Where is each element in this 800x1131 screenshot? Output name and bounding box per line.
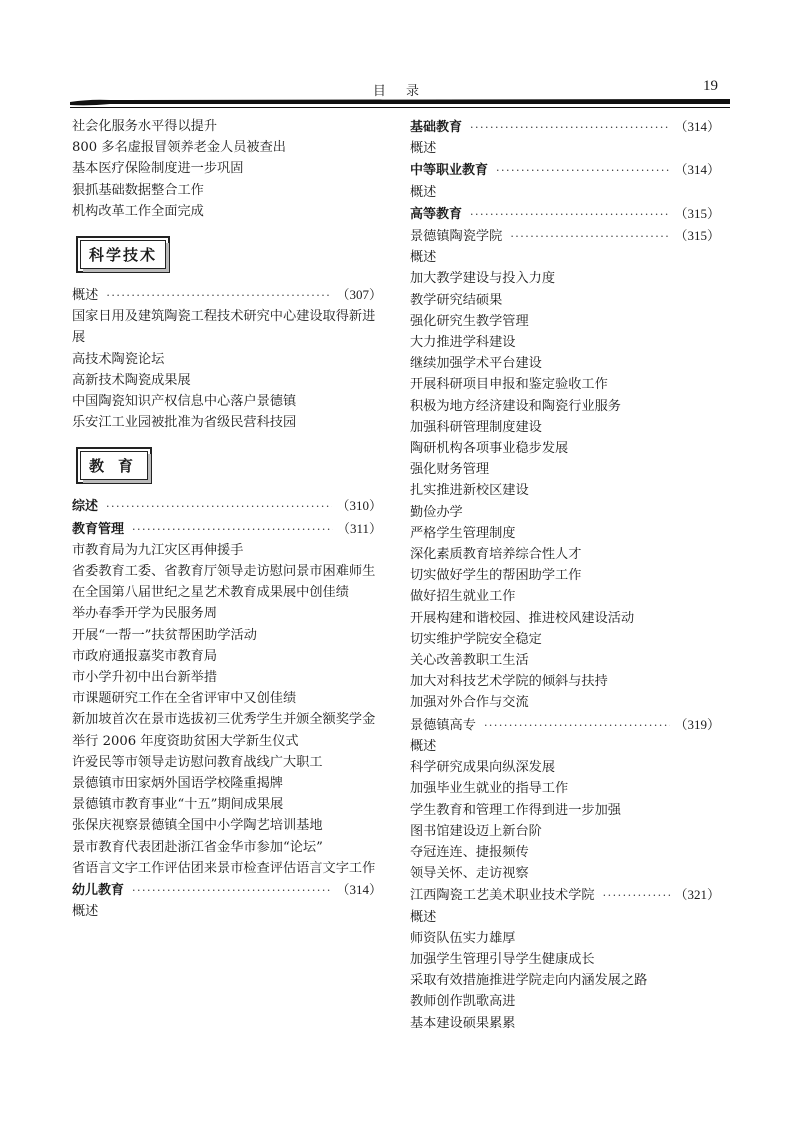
- toc-item[interactable]: [72, 391, 382, 412]
- toc-entry-title: 狠抓基础数据整合工作: [72, 182, 204, 198]
- toc-entry-title: 基础教育: [410, 120, 463, 135]
- toc-entry-title: 社会化服务水平得以提升: [72, 119, 218, 134]
- toc-item[interactable]: [72, 731, 382, 752]
- toc-item[interactable]: [72, 370, 382, 391]
- toc-item[interactable]: [410, 311, 720, 332]
- dot-leader: [106, 285, 332, 306]
- toc-entry-title: 关心改善教职工生活: [410, 653, 529, 669]
- toc-entry-title: 加大对科技艺术学院的倾斜与扶持: [410, 674, 608, 690]
- toc-item[interactable]: [410, 438, 720, 459]
- toc-entry-title: 中等职业教育: [410, 163, 489, 179]
- toc-item[interactable]: [410, 949, 720, 970]
- toc-page-number: （307）: [336, 287, 382, 303]
- dot-leader: [510, 226, 670, 247]
- toc-item[interactable]: [72, 116, 382, 137]
- dot-leader: [484, 715, 671, 736]
- toc-entry-title: 市教育局为九江灾区再伸援手: [72, 542, 244, 558]
- toc-page-number: （311）: [336, 520, 382, 536]
- toc-item[interactable]: [410, 332, 720, 353]
- toc-item[interactable]: [72, 582, 382, 603]
- toc-entry-title: 开展科研项目申报和鉴定验收工作: [410, 377, 608, 393]
- right-column: [410, 116, 720, 1034]
- toc-item[interactable]: [410, 396, 720, 417]
- toc-entry-title: 概述: [72, 904, 99, 920]
- toc-page-number: （315）: [674, 205, 720, 221]
- toc-entry-title: 综述: [72, 499, 99, 515]
- toc-entry-title: 继续加强学术平台建设: [410, 356, 542, 372]
- toc-item[interactable]: [72, 306, 382, 348]
- toc-item[interactable]: [410, 736, 720, 757]
- toc-entry-title: 教学研究结硕果: [410, 292, 503, 308]
- toc-entry-title: 加强对外合作与交流: [410, 695, 529, 711]
- toc-entry-title: 切实维护学院安全稳定: [410, 631, 542, 647]
- toc-entry-title: 教育管理: [72, 521, 125, 537]
- toc-item[interactable]: [410, 821, 720, 842]
- toc-item[interactable]: [410, 842, 720, 863]
- toc-item[interactable]: [410, 182, 720, 203]
- toc-item[interactable]: [410, 1013, 720, 1034]
- toc-entry-title: 景德镇高专: [410, 717, 476, 733]
- toc-entry-title: 师资队伍实力雄厚: [410, 930, 516, 946]
- toc-item[interactable]: [72, 709, 382, 730]
- toc-entry-title: 中国陶瓷知识产权信息中心落户景德镇: [72, 394, 297, 410]
- toc-item[interactable]: [410, 757, 720, 778]
- toc-item[interactable]: [72, 349, 382, 370]
- header-title: 目 录: [372, 84, 428, 99]
- toc-entry-title: 概述: [410, 184, 437, 200]
- toc-item[interactable]: [72, 540, 382, 561]
- toc-entry-title: 概述: [410, 909, 437, 925]
- toc-entry-title: 开展“一帮一”扶贫帮困助学活动: [72, 627, 257, 643]
- dot-leader: [496, 160, 670, 181]
- toc-entry-title: 举行 2006 年度资助贫困大学新生仪式: [72, 733, 299, 749]
- toc-item[interactable]: [410, 417, 720, 438]
- toc-entry-title: 严格学生管理制度: [410, 525, 516, 541]
- toc-page-number: （314）: [674, 119, 720, 134]
- toc-item[interactable]: [72, 752, 382, 773]
- toc-entry-title: 加强学生管理引导学生健康成长: [410, 951, 595, 967]
- toc-entry-title: 市课题研究工作在全省评审中又创佳绩: [72, 691, 297, 707]
- toc-item[interactable]: [410, 480, 720, 501]
- toc-item[interactable]: [410, 650, 720, 671]
- toc-entry-title: 国家日用及建筑陶瓷工程技术研究中心建设取得新进展: [72, 309, 376, 346]
- toc-category-entry[interactable]: [410, 203, 720, 225]
- toc-entry-title: 强化研究生教学管理: [410, 313, 529, 329]
- section-heading-label: 教育: [80, 451, 148, 480]
- toc-category-entry[interactable]: [72, 518, 382, 540]
- toc-item[interactable]: [410, 544, 720, 565]
- toc-entry-title: 基本医疗保险制度进一步巩固: [72, 161, 244, 177]
- toc-item[interactable]: [72, 667, 382, 688]
- section-heading: [72, 433, 382, 495]
- toc-item[interactable]: [410, 138, 720, 159]
- toc-page-number: （315）: [674, 228, 720, 244]
- toc-entry-title: 基本建设硕果累累: [410, 1015, 516, 1031]
- toc-item[interactable]: [410, 863, 720, 884]
- toc-item[interactable]: [72, 180, 382, 201]
- toc-entry-title: 景市教育代表团赴浙江省金华市参加“论坛”: [72, 839, 323, 855]
- toc-entry-title: 扎实推进新校区建设: [410, 483, 529, 499]
- toc-entry-title: 概述: [410, 141, 437, 157]
- toc-entry-title: 景德镇市教育事业“十五”期间成果展: [72, 797, 284, 813]
- toc-entry-title: 切实做好学生的帮困助学工作: [410, 568, 582, 584]
- toc-entry[interactable]: [410, 225, 720, 247]
- toc-entry-title: 800 多名虚报冒领养老金人员被查出: [72, 140, 286, 156]
- toc-entry-title: 许爱民等市领导走访慰问教育战线广大职工: [72, 754, 323, 770]
- toc-entry-title: 高技术陶瓷论坛: [72, 351, 165, 367]
- toc-entry[interactable]: [72, 284, 382, 306]
- toc-category-entry[interactable]: [72, 495, 382, 517]
- toc-item[interactable]: [410, 290, 720, 311]
- toc-item[interactable]: [410, 692, 720, 713]
- toc-category-entry[interactable]: [410, 159, 720, 181]
- section-heading-box: [76, 447, 152, 484]
- left-column: [72, 116, 382, 923]
- toc-item[interactable]: [410, 629, 720, 650]
- toc-entry-title: 加强科研管理制度建设: [410, 419, 542, 435]
- dot-leader: [603, 885, 671, 906]
- dot-leader: [132, 519, 333, 540]
- toc-entry-title: 积极为地方经济建设和陶瓷行业服务: [410, 398, 621, 414]
- toc-entry-title: 市政府通报嘉奖市教育局: [72, 648, 218, 664]
- toc-page-number: （321）: [674, 887, 720, 903]
- section-heading-label: 科学技术: [80, 240, 166, 269]
- toc-item[interactable]: [410, 800, 720, 821]
- toc-entry-title: 概述: [410, 250, 437, 266]
- toc-entry-title: 举办春季开学为民服务周: [72, 606, 218, 622]
- toc-entry-title: 乐安江工业园被批准为省级民营科技园: [72, 415, 297, 431]
- toc-item[interactable]: [410, 374, 720, 395]
- toc-item[interactable]: [72, 158, 382, 179]
- toc-entry-title: 科学研究成果向纵深发展: [410, 760, 556, 776]
- toc-entry-title: 勤俭办学: [410, 504, 463, 520]
- toc-item[interactable]: [410, 778, 720, 799]
- toc-entry-title: 领导关怀、走访视察: [410, 866, 529, 882]
- toc-entry-title: 景德镇陶瓷学院: [410, 229, 503, 245]
- toc-entry-title: 学生教育和管理工作得到进一步加强: [410, 802, 621, 818]
- toc-item[interactable]: [72, 603, 382, 624]
- toc-page-number: （314）: [336, 882, 382, 898]
- toc-item[interactable]: [72, 137, 382, 158]
- toc-item[interactable]: [410, 523, 720, 544]
- toc-entry-title: 景德镇市田家炳外国语学校隆重揭牌: [72, 776, 283, 792]
- toc-category-entry[interactable]: [410, 116, 720, 138]
- toc-entry-title: 开展构建和谐校园、推进校风建设活动: [410, 610, 635, 626]
- toc-entry-title: 新加坡首次在景市选拔初三优秀学生并颁全额奖学金: [72, 712, 376, 728]
- toc-item[interactable]: [410, 991, 720, 1012]
- toc-item[interactable]: [72, 837, 382, 858]
- section-heading: [72, 222, 382, 284]
- toc-entry-title: 江西陶瓷工艺美术职业技术学院: [410, 888, 595, 904]
- toc-entry-title: 省语言文字工作评估团来景市检查评估语言文字工作: [72, 860, 376, 876]
- toc-entry-title: 深化素质教育培养综合性人才: [410, 547, 582, 563]
- toc-item[interactable]: [410, 268, 720, 289]
- toc-item[interactable]: [410, 928, 720, 949]
- toc-entry-title: 高新技术陶瓷成果展: [72, 372, 191, 388]
- toc-item[interactable]: [410, 565, 720, 586]
- toc-item[interactable]: [72, 901, 382, 922]
- toc-entry-title: 强化财务管理: [410, 462, 490, 478]
- toc-page-number: （319）: [674, 716, 720, 732]
- toc-entry-title: 做好招生就业工作: [410, 589, 516, 605]
- toc-item[interactable]: [72, 201, 382, 222]
- header-rule: [70, 97, 730, 109]
- toc-entry[interactable]: [410, 884, 720, 906]
- page-number: 19: [703, 78, 718, 94]
- toc-item[interactable]: [72, 561, 382, 582]
- toc-entry-title: 在全国第八届世纪之星艺术教育成果展中创佳绩: [72, 585, 349, 601]
- toc-item[interactable]: [410, 353, 720, 374]
- toc-item[interactable]: [410, 970, 720, 991]
- section-heading-box: [76, 236, 170, 273]
- toc-entry-title: 概述: [410, 738, 437, 754]
- toc-item[interactable]: [410, 671, 720, 692]
- toc-page-number: （310）: [336, 498, 382, 514]
- toc-entry-title: 张保庆视察景德镇全国中小学陶艺培训基地: [72, 818, 323, 834]
- toc-item[interactable]: [72, 688, 382, 709]
- toc-category-entry[interactable]: [72, 879, 382, 901]
- toc-item[interactable]: [72, 794, 382, 815]
- toc-entry-title: 加强毕业生就业的指导工作: [410, 781, 569, 797]
- toc-entry-title: 机构改革工作全面完成: [72, 203, 204, 219]
- toc-item[interactable]: [72, 646, 382, 667]
- toc-entry-title: 加大教学建设与投入力度: [410, 271, 556, 287]
- toc-item[interactable]: [72, 773, 382, 794]
- toc-item[interactable]: [410, 907, 720, 928]
- toc-entry-title: 高等教育: [410, 206, 463, 222]
- toc-entry-title: 夺冠连连、捷报频传: [410, 844, 529, 860]
- dot-leader: [106, 496, 332, 517]
- toc-entry-title: 教师创作凯歌高进: [410, 994, 516, 1010]
- toc-item[interactable]: [72, 815, 382, 836]
- dot-leader: [470, 204, 670, 225]
- toc-item[interactable]: [410, 608, 720, 629]
- toc-entry-title: 市小学升初中出台新举措: [72, 670, 218, 686]
- toc-entry-title: 幼儿教育: [72, 883, 125, 899]
- toc-page-number: （314）: [674, 162, 720, 178]
- toc-item[interactable]: [410, 459, 720, 480]
- toc-item[interactable]: [410, 586, 720, 607]
- toc-entry-title: 大力推进学科建设: [410, 335, 516, 351]
- toc-entry-title: 采取有效措施推进学院走向内涵发展之路: [410, 973, 648, 989]
- toc-entry-title: 省委教育工委、省教育厅领导走访慰问景市困难师生: [72, 564, 376, 580]
- dot-leader: [470, 117, 670, 138]
- toc-entry[interactable]: [410, 714, 720, 736]
- toc-item[interactable]: [72, 858, 382, 879]
- toc-item[interactable]: [72, 625, 382, 646]
- toc-entry-title: 概述: [72, 288, 99, 304]
- toc-item[interactable]: [410, 502, 720, 523]
- toc-entry-title: 陶研机构各项事业稳步发展: [410, 441, 569, 457]
- toc-item[interactable]: [72, 412, 382, 433]
- toc-item[interactable]: [410, 247, 720, 268]
- dot-leader: [132, 880, 332, 901]
- toc-entry-title: 图书馆建设迈上新台阶: [410, 823, 542, 839]
